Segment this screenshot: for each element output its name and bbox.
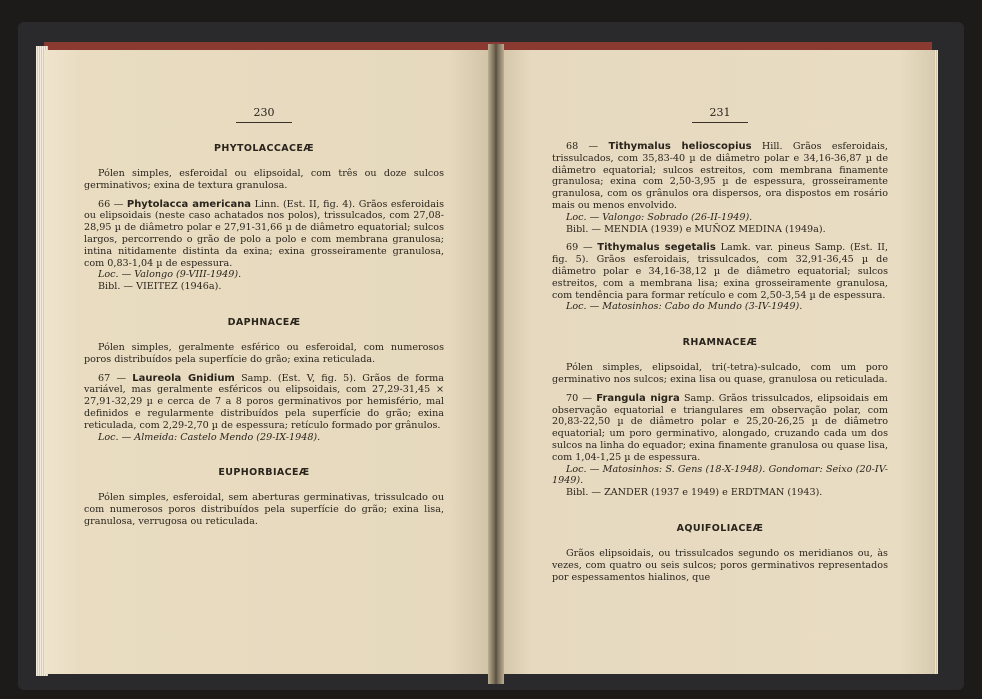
right-page [496, 50, 934, 674]
species-description: Hill. Grãos esferoidais, trissulcados, com 35,83-40 µ de diâmetro polar e 34,16-36,87 µ de diâmetro equatorial; sulcos estreitos, com membrana finamente granulosa; exina com 2,50-3,95 µ de espessura, grosseiramente granulosa, com os grânulos ora dispersos, ora dispostos em rosário mais ou menos envolvido. [552, 141, 888, 211]
entry-number: 66 — [98, 198, 124, 210]
bibliography: Bibl. — ZANDER (1937 e 1949) e ERDTMAN (1943). [566, 487, 823, 499]
locality: Loc. — Matosinhos: Cabo do Mundo (3-IV-1949). [566, 301, 803, 313]
species-entry [552, 242, 888, 301]
entry-number: 69 — [566, 242, 593, 254]
species-description: Linn. (Est. II, fig. 4). Grãos esferoidais ou elipsoidais (neste caso achatados nos polos), trissulcados, com 27,08-28,95 µ de diâmetro polar e 27,91-31,66 µ de diâmetro equatorial; sulcos largos, percorrendo o grão de polo a polo e com membrana granulosa; intina nitidamente distinta da exina; exina grosseiramente granulosa, com 0,83-1,04 µ de espessura. [84, 198, 444, 269]
family-heading: RHAMNACEÆ [682, 337, 758, 349]
species-name: Tithymalus segetalis [597, 242, 716, 254]
bibliography: Bibl. — VIEITEZ (1946a). [98, 281, 222, 293]
entry-number: 70 — [566, 392, 593, 404]
book-gutter [488, 44, 504, 684]
locality: Loc. — Valongo (9-VIII-1949). [98, 269, 242, 281]
family-heading: AQUIFOLIACEÆ [676, 522, 764, 534]
page-number: 231 [709, 106, 731, 119]
species-name: Phytolacca americana [126, 198, 252, 210]
species-description: Samp. Grãos trissulcados, elipsoidais em observação equatorial e triangulares em observação polar, com 20,83-22,50 µ de diâmetro polar e 25,20-26,25 µ de diâmetro equatorial; um poro germinativo, alongado, cruzando cada um dos sulcos na linha do equador; exina finamente granulosa ou quase lisa, com 1,04-1,25 µ de espessura. [552, 392, 888, 463]
family-heading: EUPHORBIACEÆ [218, 467, 310, 479]
species-entry [552, 141, 888, 212]
species-description: Samp. (Est. V, fig. 5). Grãos de forma variável, mas geralmente esféricos ou elipsoidais, com 27,29-31,45 × 27,91-32,29 µ e cerca de 7 a 8 poros germinativos por hemisfério, mal definidos e regularmente distribuídos pela superfície do grão; exina reticulada, com 2,29-2,70 µ de espessura; retículo formado por grânulos. [84, 372, 444, 431]
locality: Loc. — Matosinhos: S. Gens (18-X-1948). Gondomar: Seixo (20-IV-1949). [552, 463, 888, 487]
page-number: 230 [253, 106, 275, 119]
family-description: Pólen simples, esferoidal ou elipsoidal, com três ou doze sulcos germinativos; exina de textura granulosa. [84, 168, 444, 191]
locality: Loc. — Valongo: Sobrado (26-II-1949). [566, 211, 753, 223]
bibliography: Bibl. — MENDIA (1939) e MUÑOZ MEDINA (1949a). [566, 223, 826, 235]
entry-number: 67 — [98, 372, 127, 384]
family-description: Pólen simples, esferoidal, sem aberturas germinativas, trissulcado ou com numerosos poros distribuídos pela superfície do grão; exina lisa, granulosa, verrugosa ou reticulada. [84, 492, 444, 527]
page-number-rule [236, 122, 292, 123]
species-name: Tithymalus helioscopius [608, 141, 752, 152]
page-number-rule [692, 122, 748, 123]
family-description: Pólen simples, elipsoidal, tri(-tetra)-sulcado, com um poro germinativo nos sulcos; exina lisa ou quase, granulosa ou reticulada. [552, 362, 888, 385]
species-entry [84, 373, 444, 432]
species-name: Laureola Gnidium [132, 372, 235, 384]
family-heading: DAPHNACEÆ [227, 316, 301, 328]
left-page [44, 50, 494, 674]
family-heading: PHYTOLACCACEÆ [213, 143, 315, 154]
locality: Loc. — Almeida: Castelo Mendo (29-IX-1948). [98, 431, 321, 443]
species-name: Frangula nigra [596, 392, 680, 404]
family-description: Grãos elipsoidais, ou trissulcados segundo os meridianos ou, às vezes, com quatro ou seis sulcos; poros germinativos representados por espessamentos hialinos, que [552, 547, 888, 583]
species-entry [552, 393, 888, 464]
entry-number: 68 — [566, 141, 599, 152]
species-entry [84, 199, 444, 270]
species-description: Lamk. var. pineus Samp. (Est. II, fig. 5). Grãos esferoidais, trissulcados, com 32,91-36,45 µ de diâmetro polar e 34,16-38,12 µ de diâmetro equatorial; sulcos estreitos, com a membrana lisa; exina grosseiramente granulosa, com tendência para formar retículo e com 2,50-3,54 µ de espessura. [552, 242, 888, 301]
family-description: Pólen simples, geralmente esférico ou esferoidal, com numerosos poros distribuídos pela superfície do grão; exina reticulada. [84, 341, 444, 365]
